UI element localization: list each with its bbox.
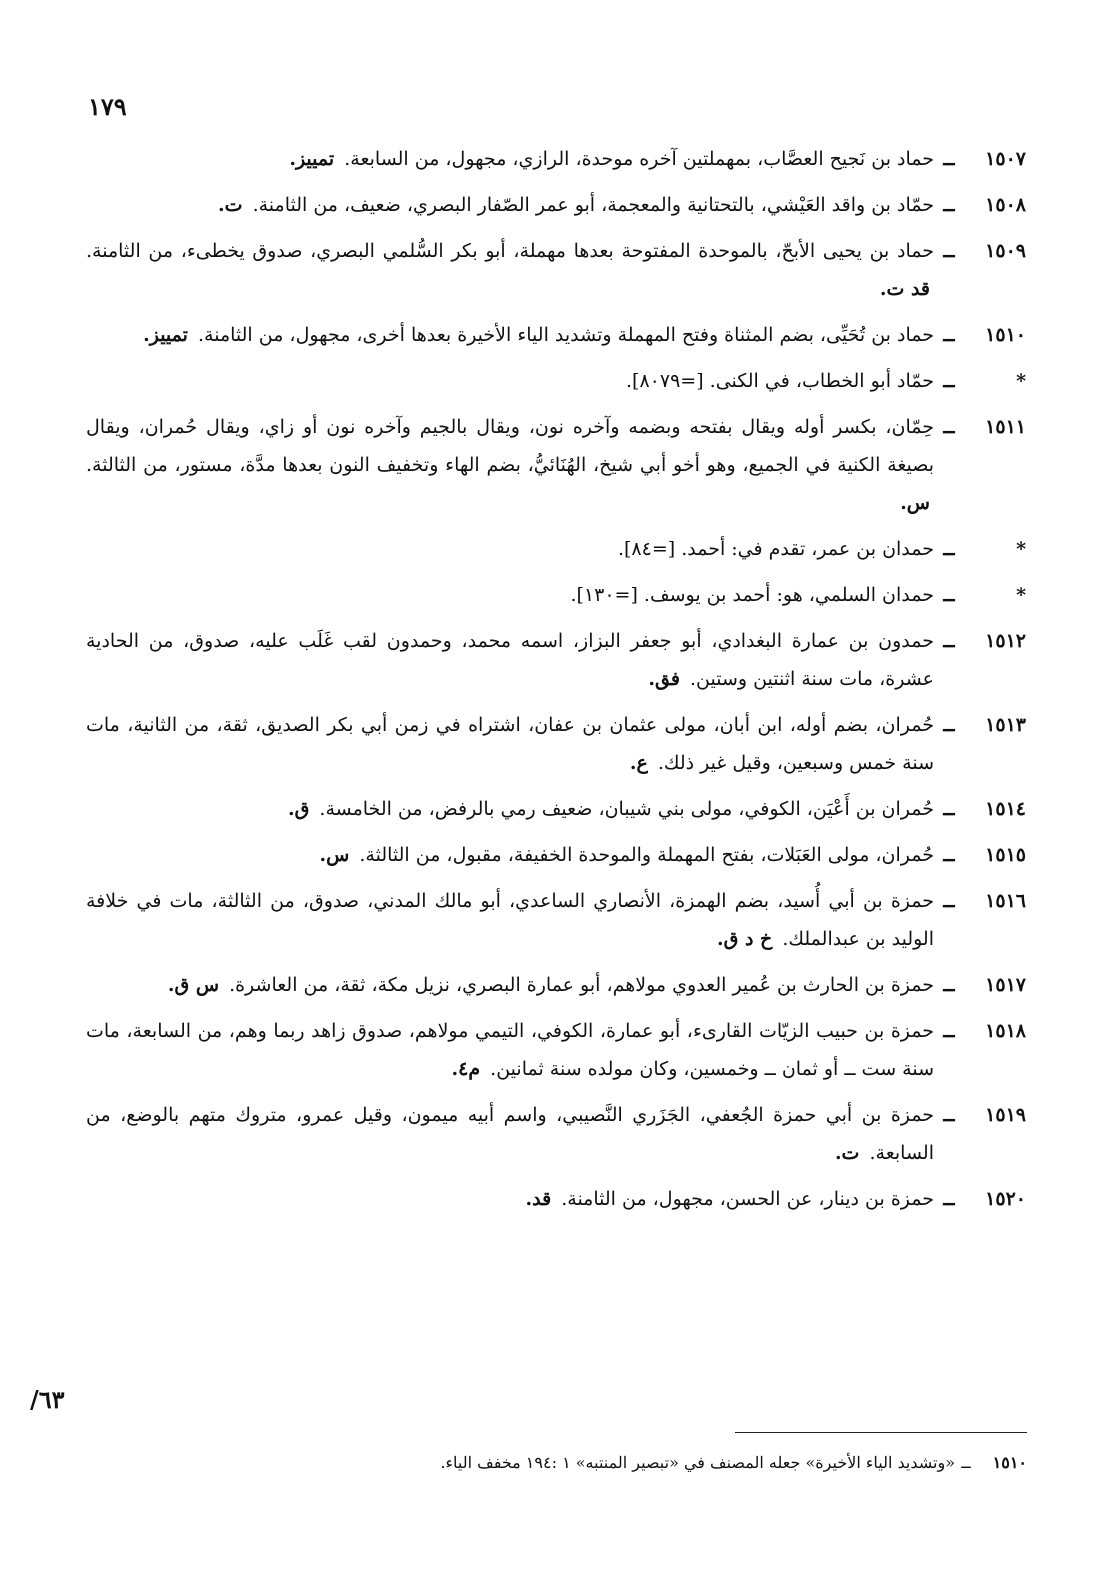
entry-number: * — [1016, 538, 1026, 560]
entry-dash: ــ — [943, 1020, 955, 1042]
entry-dash: ــ — [943, 538, 955, 560]
entry-dash: ــ — [943, 1104, 955, 1126]
entry-dash: ــ — [943, 974, 955, 996]
entry-symbol: ت. — [834, 1142, 860, 1164]
entry-1515 — [86, 836, 1026, 874]
entry-dash: ــ — [943, 240, 955, 262]
entry-symbol: ق. — [288, 798, 310, 820]
footnote-text: «وتشديد الياء الأخيرة» جعله المصنف في «تبصير المنتبه» ١ :١٩٤ مخفف الياء. — [440, 1453, 955, 1472]
entry-dash: ــ — [943, 148, 955, 170]
entry-dash: ــ — [943, 584, 955, 606]
footnote-dash: ــ — [961, 1453, 971, 1472]
entry-number: ١٥١٣ — [985, 714, 1026, 736]
entry-1518 — [86, 1012, 1026, 1088]
entry-1511 — [86, 408, 1026, 522]
entry-symbol: فق. — [648, 668, 680, 690]
entry-number: ١٥١٠ — [985, 324, 1026, 346]
entry-1514 — [86, 790, 1026, 828]
entry-number: ١٥٠٨ — [985, 194, 1026, 216]
entry-number: * — [1016, 370, 1026, 392]
entry-1510 — [86, 316, 1026, 354]
entry-number: ١٥٠٧ — [985, 148, 1026, 170]
entry-dash: ــ — [943, 324, 955, 346]
entry-text: حمّاد أبو الخطاب، في الكنى. [=٨٠٧٩]. — [626, 370, 934, 392]
entry-number: ١٥١٤ — [985, 798, 1026, 820]
entry-text: حُمران، مولى العَبَلات، بفتح المهملة والموحدة الخفيفة، مقبول، من الثالثة. س. — [319, 844, 934, 866]
entry-symbol: م٤. — [451, 1058, 481, 1080]
entry-symbol: س ق. — [167, 974, 220, 996]
entry-symbol: خ د ق. — [716, 928, 773, 950]
entry-text: حُمران، بضم أوله، ابن أبان، مولى عثمان بن عفان، اشتراه في زمن أبي بكر الصديق، ثقة، من الثانية، مات سنة خمس وسبعين، وقيل غير ذلك. ع. — [86, 714, 934, 774]
entry-dash: ــ — [943, 194, 955, 216]
entry-text: حمدون بن عمارة البغدادي، أبو جعفر البزاز، اسمه محمد، وحمدون لقب غَلَب عليه، صدوق، من الحادية عشرة، مات سنة اثنتين وستين. فق. — [86, 630, 934, 690]
entry-text: حِمّان، بكسر أوله ويقال بفتحه وبضمه وآخره نون، ويقال بالجيم وآخره نون أو زاي، ويقال حُمران، ويقال بصيغة الكنية في الجميع، وهو أخو أبي شيخ، الهُنَائيُّ، بضم الهاء وتخفيف النون بعدها مدَّة، مستور، من الثالثة. س. — [86, 416, 934, 514]
entry-number: ١٥١٩ — [985, 1104, 1026, 1126]
entry-crossref-hammad — [86, 362, 1026, 400]
entry-number: ١٥٢٠ — [985, 1188, 1026, 1210]
entry-1509 — [86, 232, 1026, 308]
entry-symbol: ت. — [218, 194, 243, 216]
entry-number: ١٥١٦ — [985, 890, 1026, 912]
footnote — [330, 1450, 1027, 1476]
entry-1508 — [86, 186, 1026, 224]
footnote-number: ١٥١٠ — [992, 1453, 1027, 1472]
entry-symbol: تمييز. — [143, 324, 188, 346]
entry-1507 — [86, 140, 1026, 178]
entry-text: حماد بن تُحَيِّى، بضم المثناة وفتح المهملة وتشديد الياء الأخيرة بعدها أخرى، مجهول، من الثامنة. تمييز. — [143, 324, 934, 346]
entry-text: حمزة بن أبي أُسيد، بضم الهمزة، الأنصاري الساعدي، أبو مالك المدني، صدوق، من الثالثة، مات في خلافة الوليد بن عبدالملك. خ د ق. — [86, 890, 934, 950]
page-number: ١٧٩ — [88, 92, 127, 121]
entry-crossref-hamdan-sulami — [86, 576, 1026, 614]
entry-number: ١٥١١ — [985, 416, 1026, 438]
entry-dash: ــ — [943, 630, 955, 652]
entry-1516 — [86, 882, 1026, 958]
entry-dash: ــ — [943, 890, 955, 912]
entry-crossref-hamdan-umar — [86, 530, 1026, 568]
entry-number: ١٥١٨ — [985, 1020, 1026, 1042]
entry-number: ١٥٠٩ — [985, 240, 1026, 262]
entry-number: ١٥١٢ — [985, 630, 1026, 652]
entry-symbol: قد ت. — [879, 278, 930, 300]
entry-number: ١٥١٧ — [985, 974, 1026, 996]
entry-dash: ــ — [943, 416, 955, 438]
entry-text: حماد بن يحيى الأبحّ، بالموحدة المفتوحة بعدها مهملة، أبو بكر السُّلمي البصري، صدوق يخطىء، من الثامنة. قد ت. — [86, 240, 934, 300]
entry-symbol: س. — [900, 492, 930, 514]
entry-text: حماد بن نَجيح العصَّاب، بمهملتين آخره موحدة، الرازي، مجهول، من السابعة. تمييز. — [289, 148, 934, 170]
entry-symbol: قد. — [525, 1188, 552, 1210]
entry-number: * — [1016, 584, 1026, 606]
entry-text: حمّاد بن واقد العَيْشي، بالتحتانية والمعجمة، أبو عمر الصّفار البصري، ضعيف، من الثامنة. ت. — [218, 194, 934, 216]
margin-page-reference: /٦٣ — [30, 1385, 65, 1414]
entry-text: حمدان بن عمر، تقدم في: أحمد. [=٨٤]. — [617, 538, 934, 560]
entry-1512 — [86, 622, 1026, 698]
entry-text: حمدان السلمي، هو: أحمد بن يوسف. [=١٣٠]. — [570, 584, 934, 606]
footnote-divider — [735, 1432, 1027, 1433]
entry-text: حمزة بن الحارث بن عُمير العدوي مولاهم، أبو عمارة البصري، نزيل مكة، ثقة، من العاشرة. س ق. — [167, 974, 934, 996]
entry-dash: ــ — [943, 844, 955, 866]
entry-1520 — [86, 1180, 1026, 1218]
entry-dash: ــ — [943, 798, 955, 820]
entry-symbol: تمييز. — [289, 148, 335, 170]
entry-dash: ــ — [943, 1188, 955, 1210]
entry-dash: ــ — [943, 370, 955, 392]
entry-symbol: ع. — [629, 752, 648, 774]
entry-list — [86, 140, 1026, 1226]
entry-text: حمزة بن أبي حمزة الجُعفي، الجَزَري النَّصيبي، واسم أبيه ميمون، وقيل عمرو، متروك متهم بالوضع، من السابعة. ت. — [86, 1104, 934, 1164]
entry-number: ١٥١٥ — [985, 844, 1026, 866]
entry-text: حُمران بن أَعْيَن، الكوفي، مولى بني شيبان، ضعيف رمي بالرفض، من الخامسة. ق. — [288, 798, 934, 820]
entry-1519 — [86, 1096, 1026, 1172]
entry-1517 — [86, 966, 1026, 1004]
entry-symbol: س. — [319, 844, 350, 866]
entry-1513 — [86, 706, 1026, 782]
entry-dash: ــ — [943, 714, 955, 736]
entry-text: حمزة بن دينار، عن الحسن، مجهول، من الثامنة. قد. — [525, 1188, 934, 1210]
entry-text: حمزة بن حبيب الزيّات القارىء، أبو عمارة، الكوفي، التيمي مولاهم، صدوق زاهد ربما وهم، من السابعة، مات سنة ست ــ أو ثمان ــ وخمسين، وكان مولده سنة ثمانين. م٤. — [86, 1020, 934, 1080]
